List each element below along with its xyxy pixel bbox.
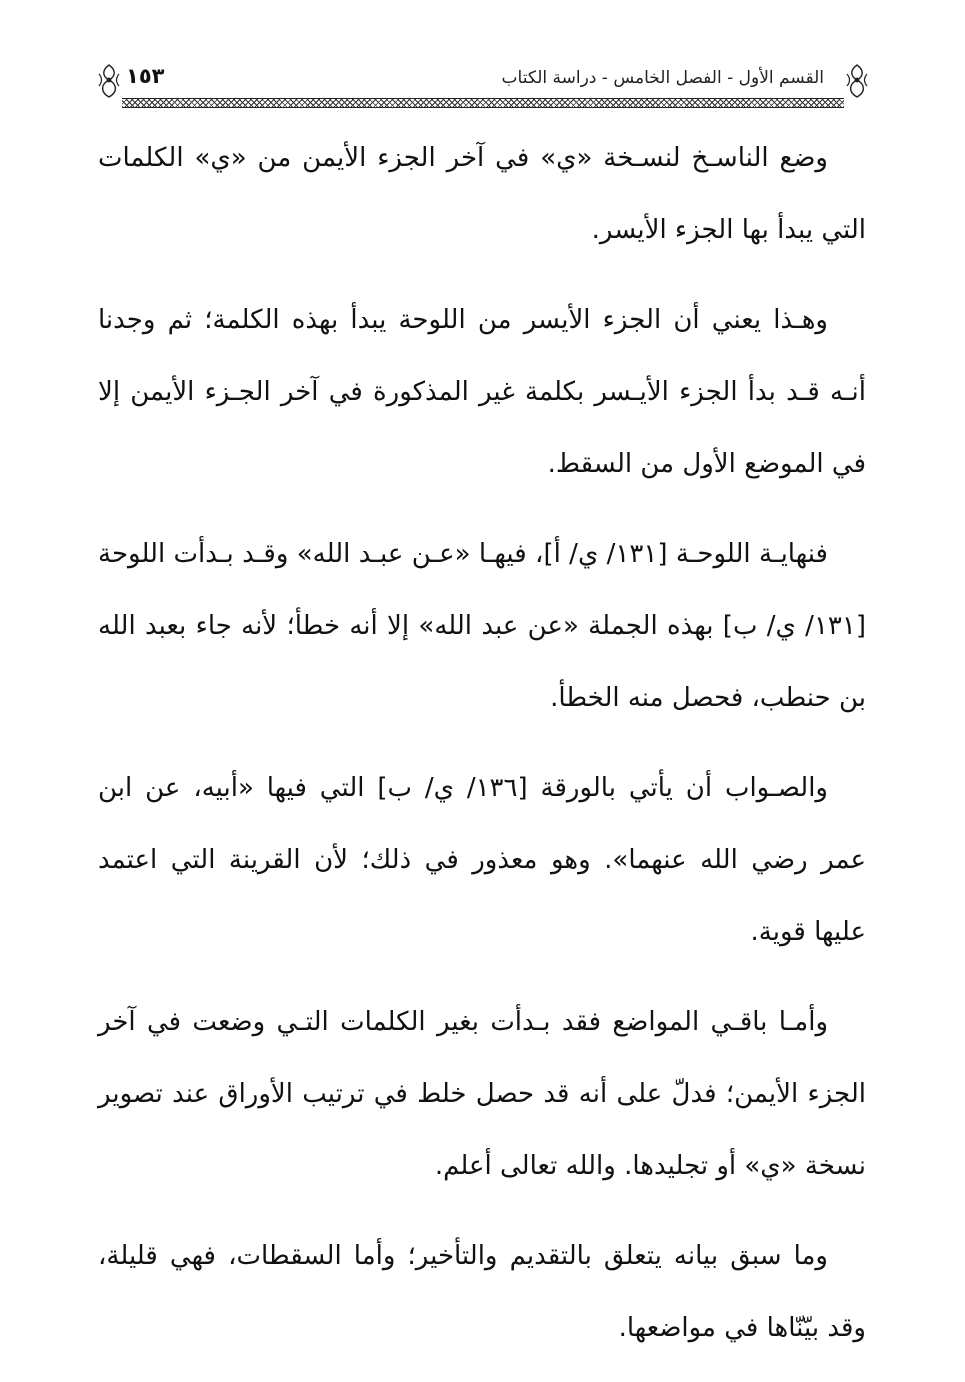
body-text [98,122,866,1382]
running-header-title: القسم الأول - الفصل الخامس - دراسة الكتاب [501,68,824,88]
floral-ornament-icon [844,62,870,100]
paragraph: وأمـا باقـي المواضع فقد بـدأت بغير الكلمات التـي وضعت في آخر الجزء الأيمن؛ فدلّ على أنه قد حصل خلط في ترتيب الأوراق عند تصوير نسخة «ي» أو تجليدها. والله تعالى أعلم. [98,1007,866,1181]
paragraph: وضع الناسـخ لنسـخة «ي» في آخر الجزء الأيمن من «ي» الكلمات التي يبدأ بها الجزء الأيسر. [98,143,866,245]
paragraph: والصـواب أن يأتي بالورقة [١٣٦/ ي/ ب] التي فيها «أبيه، عن ابن عمر رضي الله عنهما». وهو معذور في ذلك؛ لأن القرينة التي اعتمد عليها قوية. [98,773,866,947]
paragraph: وما سبق بيانه يتعلق بالتقديم والتأخير؛ وأما السقطات، فهي قليلة، وقد بيّنّاها في مواضعها. [98,1241,866,1343]
paragraph: وهـذا يعني أن الجزء الأيسر من اللوحة يبدأ بهذه الكلمة؛ ثم وجدنا أنـه قـد بدأ الجزء الأيـسر بكلمة غير المذكورة في آخر الجـزء الأيمن إلا في الموضع الأول من السقط. [98,305,866,479]
floral-ornament-icon [96,62,122,100]
header-rule [122,98,844,108]
page-number: ١٥٣ [126,64,165,88]
running-header [96,60,870,112]
paragraph: فنهايـة اللوحـة [١٣١/ ي/ أ]، فيهـا «عـن عبـد الله» وقـد بـدأت اللوحة [١٣١/ ي/ ب] بهذه الجملة «عن عبد الله» إلا أنه خطأ؛ لأنه جاء بعبد الله بن حنطب، فحصل منه الخطأ. [98,539,866,713]
